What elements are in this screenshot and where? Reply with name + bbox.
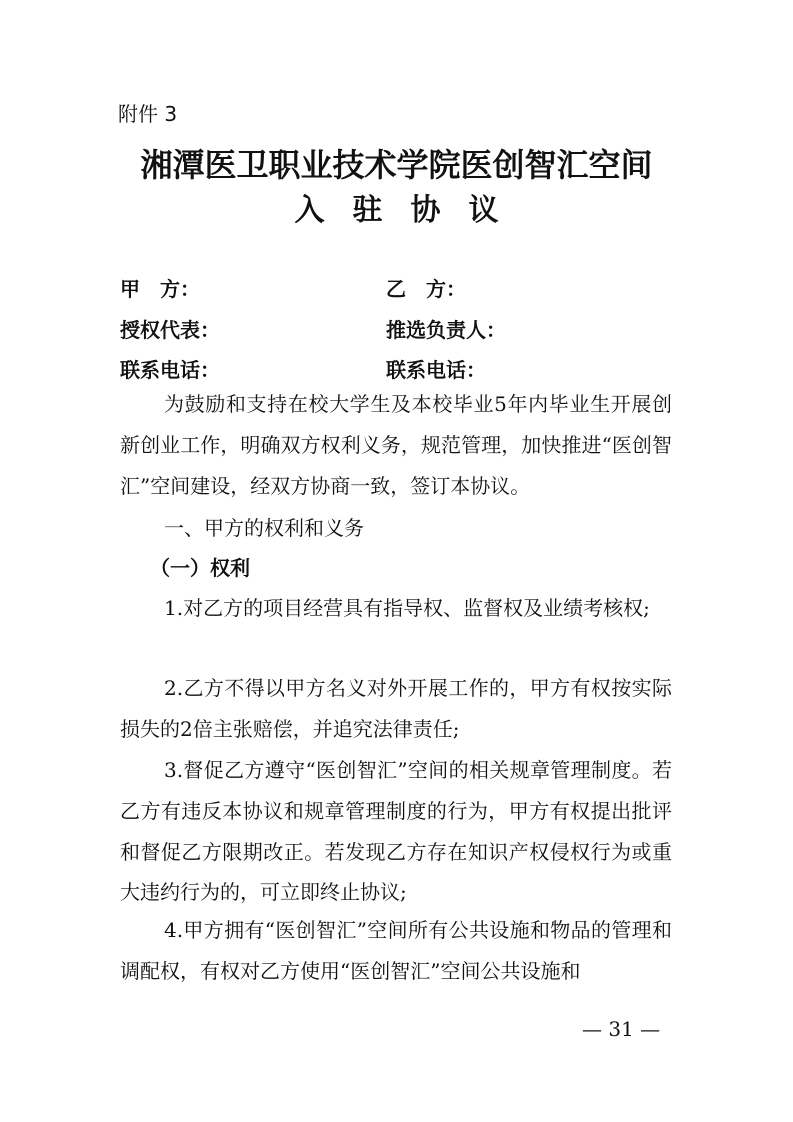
page-number: — 31 —	[582, 1017, 661, 1041]
authorized-rep-label: 授权代表：	[120, 318, 220, 342]
recommended-lead-label: 推选负责人：	[386, 318, 506, 342]
clause-item: 1.对乙方的项目经营具有指导权、监督权及业绩考核权;	[164, 596, 650, 620]
intro-paragraph: 为鼓励和支持在校大学生及本校毕业5年内毕业生开展创新创业工作，明确双方权利义务，规范管理，加快推进“医创智汇”空间建设，经双方协商一致，签订本协议。	[120, 392, 672, 498]
clause-item: 2.乙方不得以甲方名义对外开展工作的，甲方有权按实际损失的2倍主张赔偿，并追究法律责任;	[120, 676, 672, 741]
phone-a-label: 联系电话：	[120, 358, 220, 382]
document-title: 湘潭医卫职业技术学院医创智汇空间	[140, 146, 653, 184]
party-b-label: 乙 方：	[386, 277, 466, 301]
party-a-label: 甲 方：	[120, 277, 200, 301]
annex-label: 附件 3	[118, 102, 178, 126]
document-subtitle: 入驻协议	[294, 193, 527, 228]
phone-b-label: 联系电话：	[386, 358, 486, 382]
subsection-heading: （一）权利	[150, 556, 250, 580]
clause-item: 4.甲方拥有“医创智汇”空间所有公共设施和物品的管理和调配权，有权对乙方使用“医创智汇”空间公共设施和	[120, 918, 672, 983]
section-heading: 一、甲方的权利和义务	[164, 516, 364, 540]
clause-item: 3.督促乙方遵守“医创智汇”空间的相关规章管理制度。若乙方有违反本协议和规章管理制度的行为，甲方有权提出批评和督促乙方限期改正。若发现乙方存在知识产权侵权行为或重大违约行为的，可立即终止协议;	[120, 758, 672, 905]
